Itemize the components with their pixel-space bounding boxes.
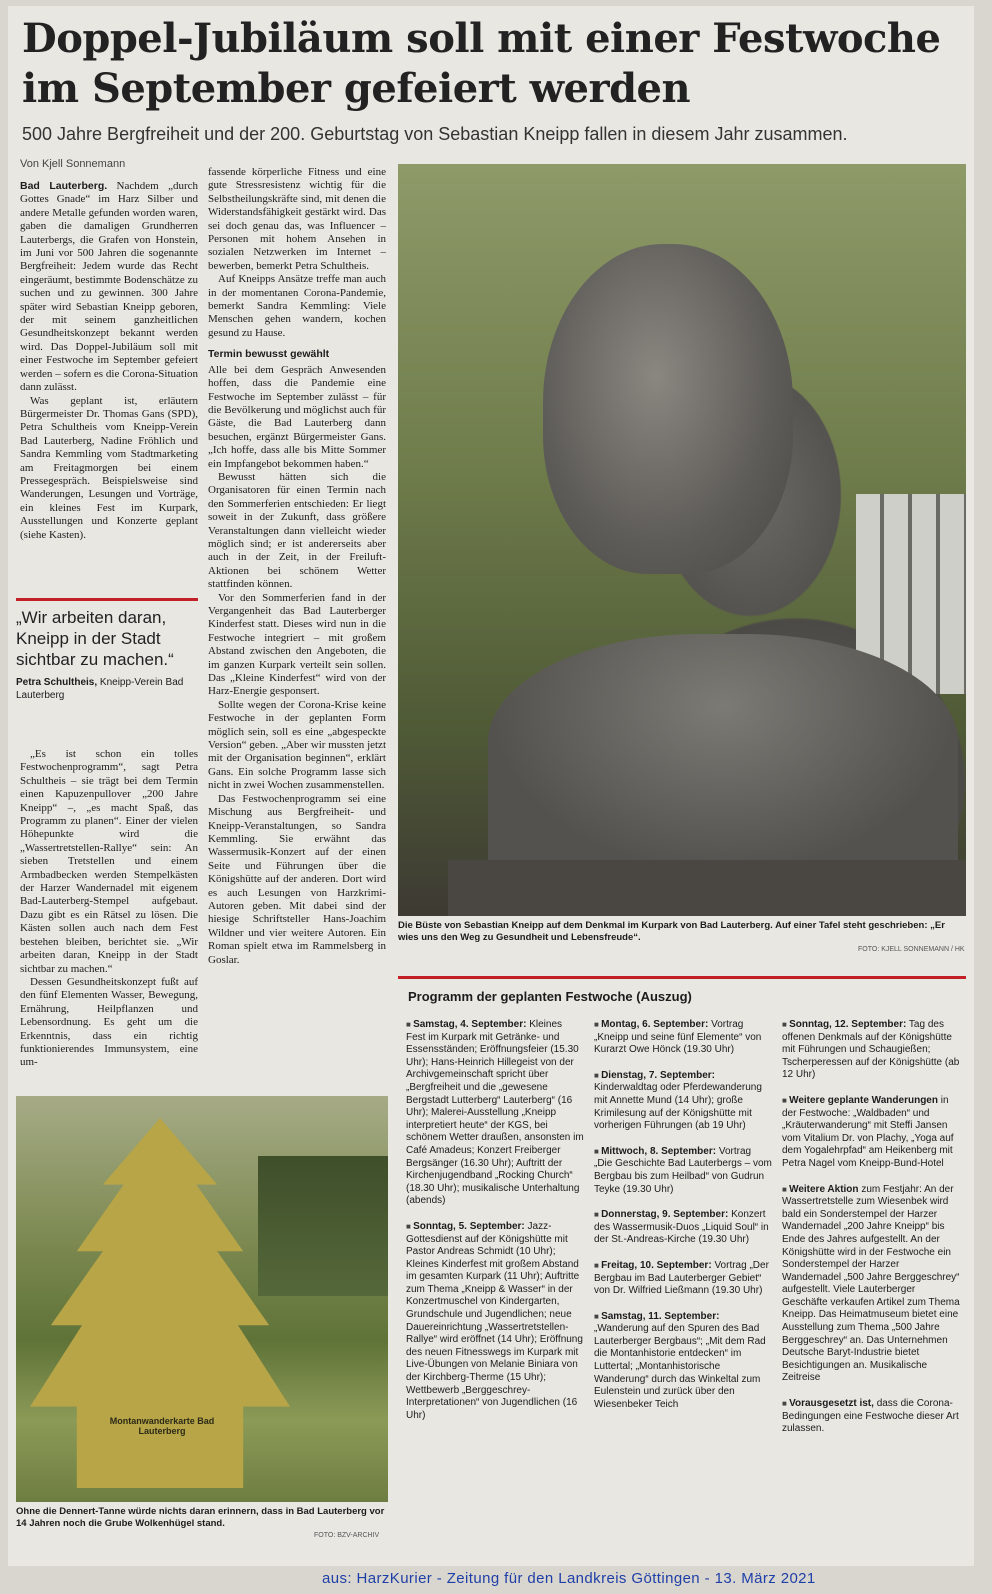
program-entry <box>406 1221 584 1423</box>
program-entry <box>594 1146 772 1196</box>
photo-credit: FOTO: BZV-ARCHIV <box>314 1532 380 1539</box>
newspaper-page <box>8 6 974 1566</box>
dateline: Bad Lauterberg. <box>20 180 108 192</box>
program-text: Vortrag „Kneipp und seine fünf Elemente“ von Kurarzt Owe Hönck (19.30 Uhr) <box>594 1019 762 1056</box>
program-entry <box>594 1311 772 1412</box>
program-entry <box>782 1095 960 1171</box>
program-day: ■ Vorausgesetzt ist, <box>782 1398 874 1409</box>
paragraph-text: Nachdem „durch Gottes Gnade“ im Harz Silber und andere Metalle gefunden worden waren, gaben die damaligen Grundherren Lauterbergs, die Grafen von Honstein, im Juni vor 500 Jahren die sogenannte Bergfreiheit: Jedem wurde das Recht eingeräumt, bestimmte Bodenschätze zu suchen und zu gewinnen. 300 Jahre später wird Sebastian Kneipp geboren, der mit seinem ganzheitlichen Gesundheitskonzept bekannt werden wird. Das Doppel-Jubiläum soll mit einer Festwoche im September gefeiert werden – sofern es die Corona-Situation dann zulässt. <box>20 180 199 394</box>
paragraph: Was geplant ist, erläutern Bürgermeister Dr. Thomas Gans (SPD), Petra Schultheis vom Kneipp-Verein Bad Lauterberg, Nadine Fröhlich und Sandra Kemmling vom Stadtmarketing am Freitagmorgen bei einem Pressegespräch. Beispielsweise sind Wanderungen, Lesungen und Vorträge, ein kleines Fest im Kurpark, Ausstellungen und Konzerte geplant (siehe Kasten). <box>20 394 198 541</box>
pull-quote <box>16 598 198 702</box>
source-line: aus: HarzKurier - Zeitung für den Landkreis Göttingen - 13. März 2021 <box>322 1570 816 1587</box>
paragraph: Das Festwochenprogramm sei eine Mischung aus Bergfreiheit- und Kneipp-Veranstaltungen, so Sandra Kemmling. Sie erwähnt das Wassermusik-Konzert auf der einen Seite und Führungen über die Königshütte auf der anderen. Dort wird es auch Lesungen von Harzkrimi-Autoren geben. Mit dabei sind der hiesige Schriftsteller Hans-Joachim Wildner und vier weitere Autoren. Ein Roman spielt etwa im Rammelsberg in Goslar. <box>208 792 386 966</box>
paragraph: Dessen Gesundheitskonzept fußt auf den fünf Elementen Wasser, Bewegung, Ernährung, Heilpflanzen und Lebensordnung. Es geht um die Erkenntnis, dass ein richtig funktionierendes Immunsystem, eine um- <box>20 975 198 1069</box>
program-text: Tag des offenen Denkmals auf der Königshütte mit Führungen und Schaugießen; Tscherperessen auf der Königshütte (ab 12 Uhr) <box>782 1019 960 1081</box>
pull-quote-text: „Wir arbeiten daran, Kneipp in der Stadt sichtbar zu machen.“ <box>16 608 174 669</box>
paragraph: Sollte wegen der Corona-Krise keine Festwoche in der geplanten Form möglich sein, soll es eine „abgespeckte Version“ geben. „Aber wir mussten jetzt mit der Organisation beginnen“, erklärt Gans. Ein solche Programm lasse sich nicht in zwei Wochen zusammenstellen. <box>208 698 386 792</box>
program-text: in der Festwoche: „Waldbaden“ und „Kräuterwanderung“ mit Steffi Jansen vom Vitalium Dr. von Plachy, „Yoga auf dem Yogalehrpfad“ am Heikenberg mit Petra Nagel vom Kneipp-Bund-Hotel <box>782 1094 954 1169</box>
sign-label: Montanwanderkarte Bad Lauterberg <box>109 1416 215 1436</box>
program-text: „Wanderung auf den Spuren des Bad Lauterberger Bergbaus“; „Mit dem Rad die Montanhistorie entdecken“ im Luttertal; „Montanhistorische Wanderung“ durch das Winkeltal zum Eulenstein und zurück über den Wiesenbeker Teich <box>594 1323 766 1410</box>
tree-sign-photo <box>16 1096 388 1502</box>
program-text: Jazz-Gottesdienst auf der Königshütte mit Pastor Andreas Schmidt (10 Uhr); Kleines Kinderfest mit großem Abstand im gesamten Kurpark (11 Uhr); Auftritte zum Thema „Kneipp & Wasser“ in der Konzertmuschel von Kindergarten, Grundschule und Jugendlichen; neue Dauereinrichtung „Wassertretstellen-Rallye“ wird eröffnet (14 Uhr); Eröffnung des neuen Fitnesswegs im Kurpark mit Live-Übungen von Melanie Biniara von der Kirchberg-Therme (15 Uhr); Wettbewerb „Berggeschrey-Interpretationen“ von Jugendlichen (16 Uhr) <box>406 1220 583 1421</box>
subheading: Termin bewusst gewählt <box>208 348 330 361</box>
program-entry <box>594 1260 772 1298</box>
monument-plinth <box>448 860 966 916</box>
paragraph: Alle bei dem Gespräch Anwesenden hoffen, dass die Pandemie eine Festwoche im September zulässt – für die Bevölkerung und möglichst auch für Gäste, die Bad Lauterberg dann besuchen, ergänzt Bürgermeister Gans. „Ich hoffe, dass alle bis Mitte Sommer ein Impfangebot bekommen haben.“ <box>208 363 386 470</box>
paragraph: Auf Kneipps Ansätze treffe man auch in der momentanen Corona-Pandemie, bemerkt Sandra Kemmling: Viele Menschen gehen wandern, kochen gesund zu Hause. <box>208 273 386 339</box>
article-column-1 <box>20 180 198 542</box>
program-text: Kleines Fest im Kurpark mit Getränke- und Essensständen; Eröffnungsfeier (15.30 Uhr); Hans-Heinrich Hillegeist von der Archivgemeinschaft spricht über „Bergfreiheit und die „gewesene Bergstadt Lutterberg“ Lauterberg“ (16 Uhr); Malerei-Ausstellung „Kneipp interpretiert heute“ der KGS, bei schönem Wetter draußen, ansonsten im Café Amadeus; Konzert Freiberger Bergsänger (16.30 Uhr); Auftritt der Kirchenjugendband „Rocking Church“ (18.30 Uhr); musikalische Unterhaltung (abends) <box>406 1019 584 1207</box>
program-day: ■ Sonntag, 5. September: <box>406 1221 525 1232</box>
paragraph: fassende körperliche Fitness und eine gute Stressresistenz wichtig für die Selbstheilungskräfte sind, mit denen die Widerstandsfähigkeit gestärkt wird. Das sei doch genau das, was Influencer – Personen mit hohem Ansehen in sozialen Netzwerken im Internet – bewerben, bemerkt Petra Schultheis. <box>208 166 386 272</box>
program-entry <box>782 1184 960 1386</box>
program-day: ■ Weitere Aktion <box>782 1184 859 1195</box>
photo-credit: FOTO: KJELL SONNEMANN / HK <box>858 946 965 953</box>
quote-author-org: Kneipp-Verein Bad Lauterberg <box>16 677 184 701</box>
program-column-3 <box>782 1019 960 1449</box>
program-entry <box>594 1019 772 1057</box>
program-day: ■ Weitere geplante Wanderungen <box>782 1095 938 1106</box>
quote-author-name: Petra Schultheis, <box>16 677 98 688</box>
program-text: zum Festjahr: An der Wassertretstelle zum Wiesenbek wird bald ein Sonderstempel der Harzer Wandernadel „200 Jahre Kneipp“ bis Ende des Jahres aufgestellt. An der Königshütte wird in der Festwoche ein Sonderstempel der Harzer Wandernadel „500 Jahre Berggeschrey“ aufgestellt. Viele Lauterberger Geschäfte verkaufen Artikel zum Thema Kneipp. Das Heimatmuseum bietet eine Ausstellung zum Thema „500 Jahre Berggeschrey“ an. Das Unternehmen Deutsche Baryt-Industrie bietet Besichtigungen an. Musikalische Zeitreise <box>782 1183 960 1384</box>
photo-caption: Ohne die Dennert-Tanne würde nichts daran erinnern, dass in Bad Lauterberg vor 14 Jahren noch die Grube Wolkenhügel stand. <box>16 1506 385 1529</box>
program-text: Konzert des Wassermusik-Duos „Liquid Soul“ in der St.-Andreas-Kirche (19.30 Uhr) <box>594 1209 769 1246</box>
program-column-1 <box>406 1019 584 1435</box>
forest-background <box>258 1156 388 1296</box>
program-day: ■ Samstag, 11. September: <box>594 1311 719 1322</box>
program-text: dass die Corona-Bedingungen eine Festwoche dieser Art zulassen. <box>782 1398 959 1435</box>
program-day: ■ Mittwoch, 8. September: <box>594 1146 716 1157</box>
subtitle: 500 Jahre Bergfreiheit und der 200. Geburtstag von Sebastian Kneipp fallen in diesem Jahr zusammen. <box>22 124 848 144</box>
program-day: ■ Donnerstag, 9. September: <box>594 1209 728 1220</box>
program-day: ■ Freitag, 10. September: <box>594 1260 712 1271</box>
kneipp-bust-photo <box>398 164 966 916</box>
bust-shoulders <box>488 634 958 874</box>
program-column-2 <box>594 1019 772 1424</box>
bust-head <box>543 244 793 574</box>
program-text: Vortrag „Die Geschichte Bad Lauterbergs – vom Bergbau bis zum Heilbad“ von Gudrun Teyke (19.30 Uhr) <box>594 1145 772 1195</box>
program-entry <box>782 1398 960 1436</box>
program-day: ■ Samstag, 4. September: <box>406 1019 526 1030</box>
pull-quote-author <box>16 676 198 702</box>
program-day: ■ Montag, 6. September: <box>594 1019 708 1030</box>
program-title: Programm der geplanten Festwoche (Auszug) <box>408 989 692 1004</box>
article-column-1-continued <box>20 748 198 1070</box>
program-text: Vortrag „Der Bergbau im Bad Lauterberger Gebiet“ von Dr. Wilfried Ließmann (19.30 Uhr) <box>594 1259 769 1297</box>
program-entry <box>782 1019 960 1082</box>
paragraph: „Es ist schon ein tolles Festwochenprogramm“, sagt Petra Schultheis – sie trägt bei dem Termin einen Kapuzenpullover „200 Jahre Kneipp“ –, „es macht Spaß, das Programm zu planen“. Einer der vielen Höhepunkte wird die „Wassertretstellen-Rallye“ sein: An sieben Tretstellen und einem Armbadbecken werden Stempelkästen der Harzer Wandernadel mit eigenem Bad-Lauterberg-Stempel aufgebaut. Dazu gibt es ein Rätsel zu lösen. Die Kästen sollen auch nach dem Fest bestehen bleiben, berichtet sie. „Wir arbeiten daran, Kneipp in der Stadt sichtbar zu machen.“ <box>20 748 198 975</box>
program-entry <box>594 1209 772 1247</box>
byline: Von Kjell Sonnemann <box>20 158 126 170</box>
paragraph: Vor den Sommerferien fand in der Vergangenheit das Bad Lauterberger Kinderfest statt. Dieses wird nun in die Festwoche integriert – mit großem Abstand zwischen den Angeboten, die im ganzen Kurpark verteilt sein sollen. Das „Kleine Kinderfest“ wird von der Harz-Energie gesponsert. <box>208 591 386 698</box>
program-day: ■ Sonntag, 12. September: <box>782 1019 906 1030</box>
photo-caption: Die Büste von Sebastian Kneipp auf dem Denkmal im Kurpark von Bad Lauterberg. Auf einer Tafel steht geschrieben: „Er wies uns den Weg zu Gesundheit und Lebensfreude“. <box>398 920 945 943</box>
article-column-2 <box>208 166 386 967</box>
program-entry <box>594 1070 772 1133</box>
paragraph <box>20 180 198 395</box>
headline: Doppel-Jubiläum soll mit einer Festwoche im September gefeiert werden <box>22 15 941 112</box>
program-text: Kinderwaldtag oder Pferdewanderung mit Annette Mund (14 Uhr); große Krimilesung auf der Königshütte mit vorherigen Führungen (ab 19 Uhr) <box>594 1082 762 1132</box>
program-entry <box>406 1019 584 1208</box>
program-box <box>398 976 966 1559</box>
paragraph: Bewusst hätten sich die Organisatoren für einen Termin nach den Sommerferien entschieden: Er liegt soweit in der Zukunft, dass größere Veranstaltungen dann vielleicht wieder möglich sind; er ist andererseits aber auch in der Zeit, in der Freiluft-Aktionen bei schönem Wetter stattfinden können. <box>208 470 386 591</box>
program-day: ■ Dienstag, 7. September: <box>594 1070 715 1081</box>
